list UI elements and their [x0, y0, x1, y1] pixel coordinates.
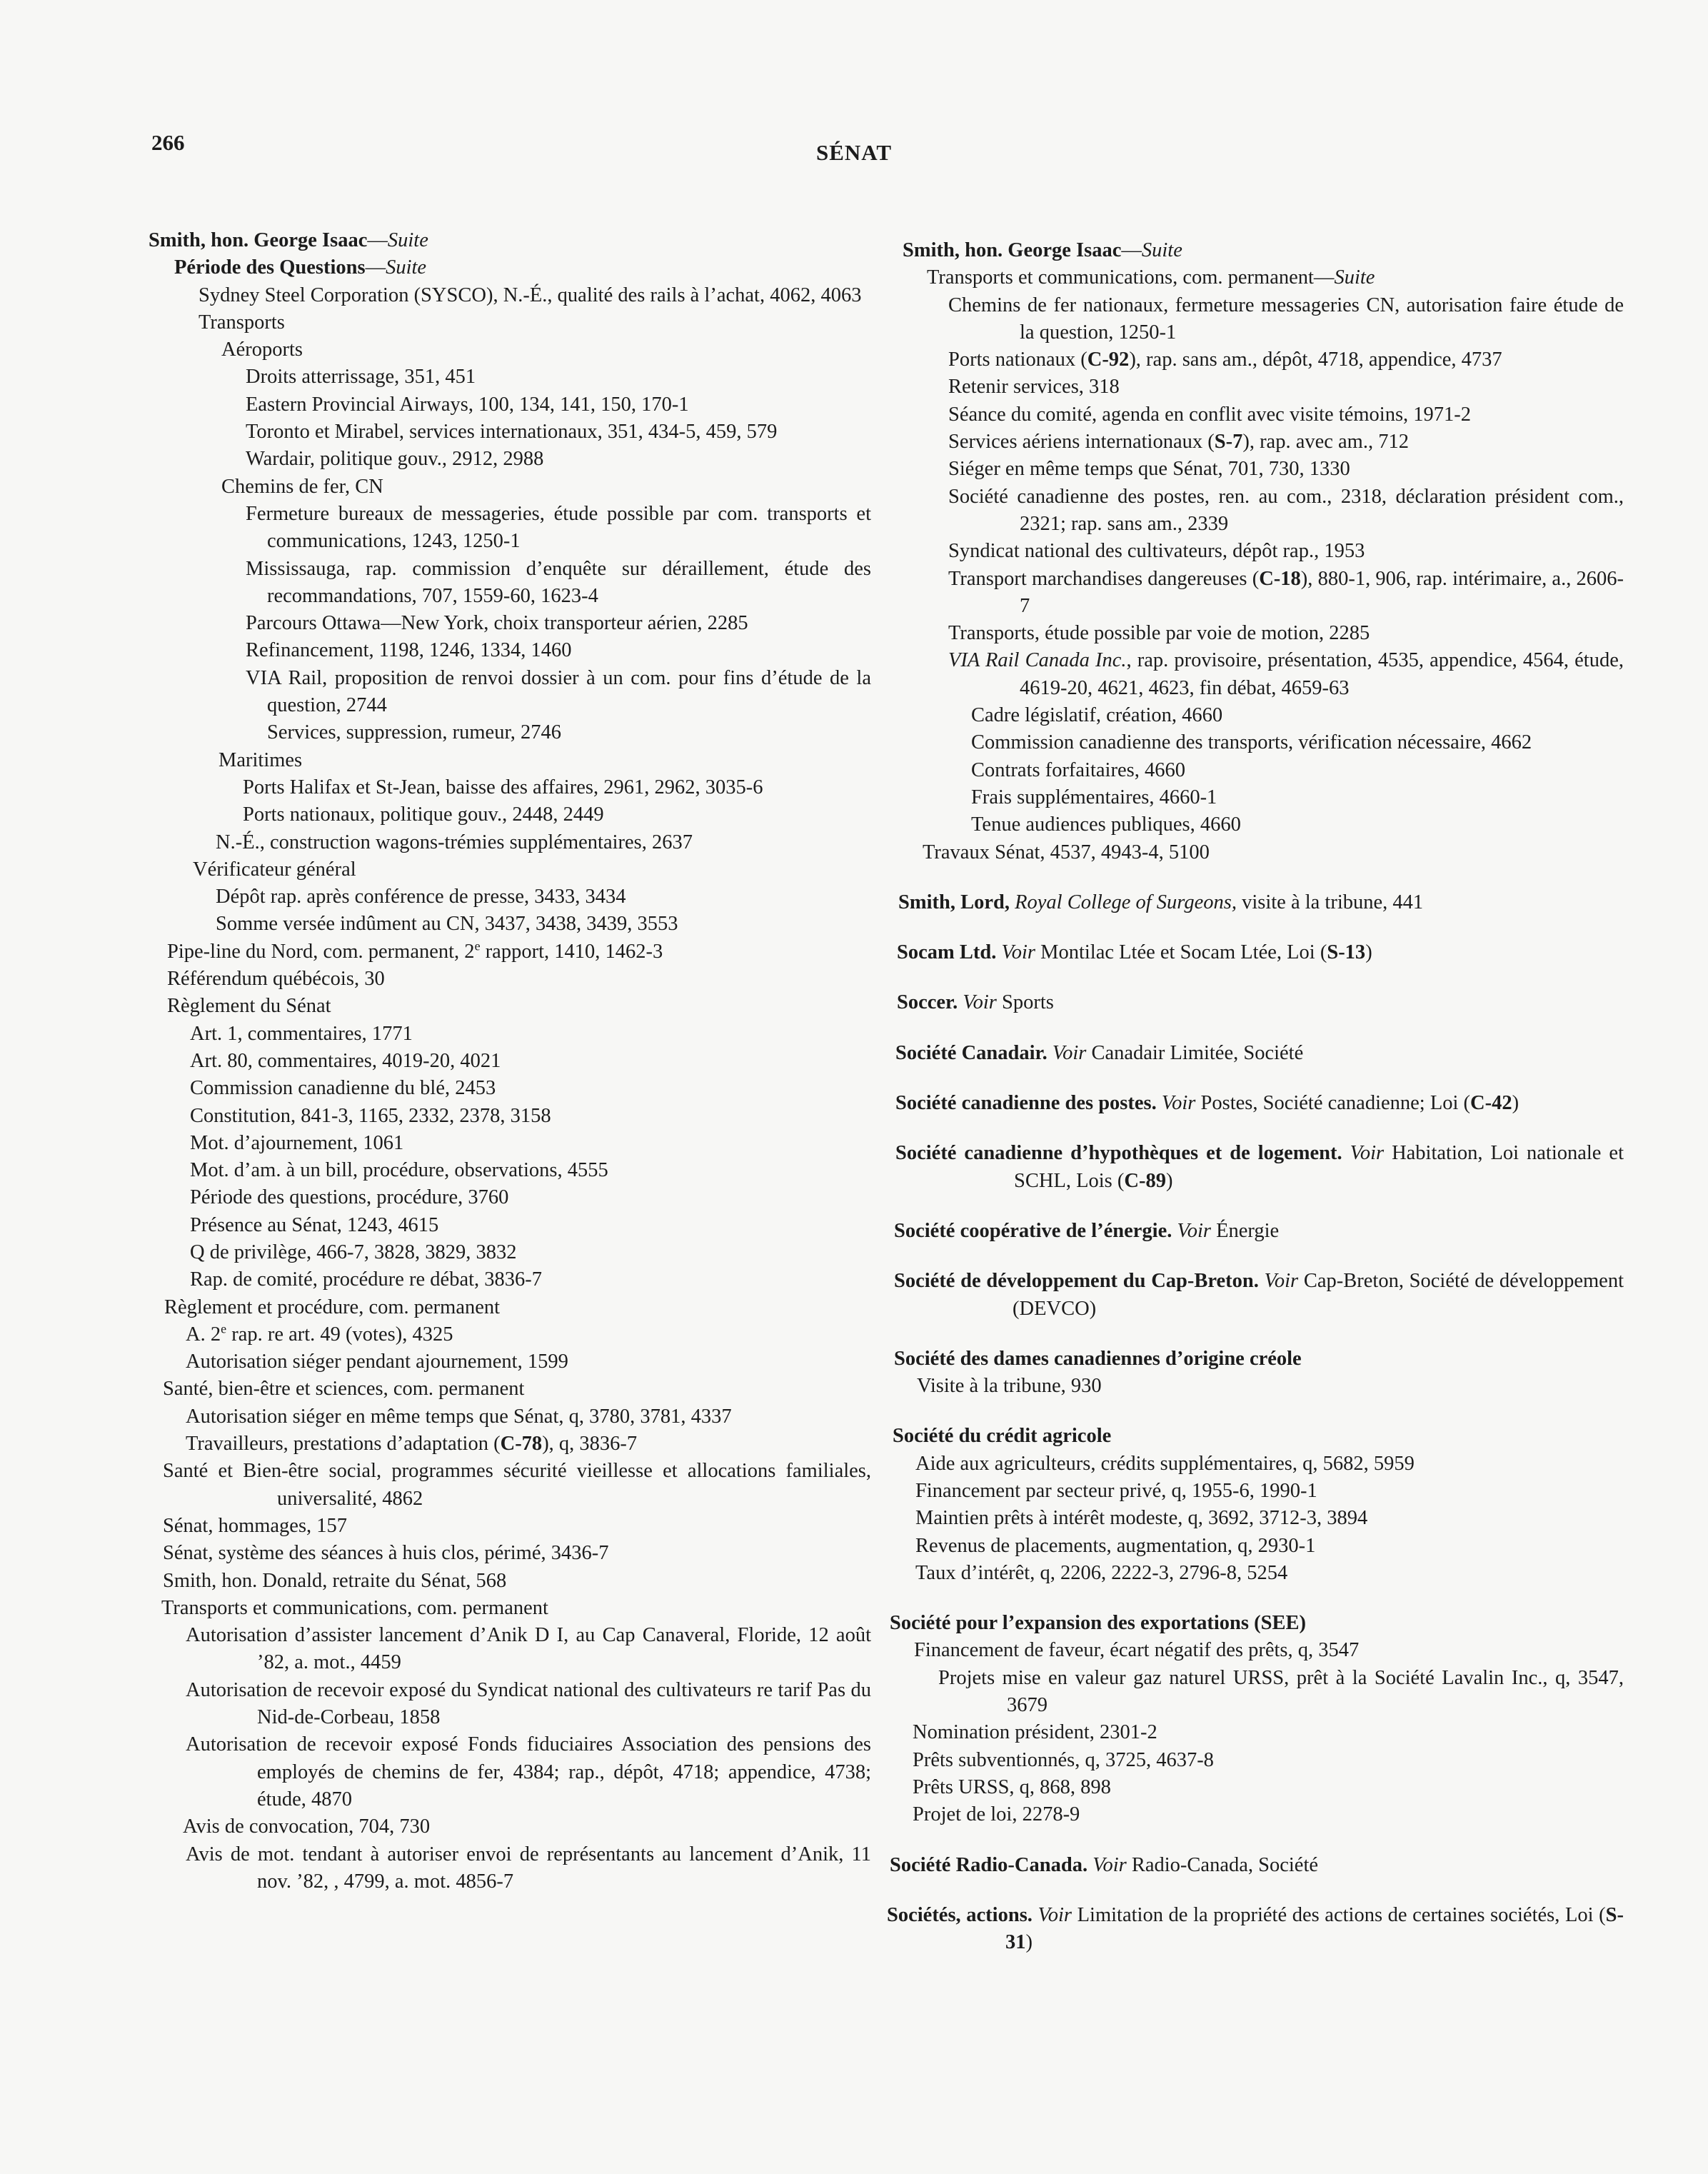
entry-text: Suite — [387, 229, 428, 251]
entry-text: Smith, hon. George Isaac — [903, 239, 1122, 261]
index-entry — [149, 665, 871, 720]
index-entry — [887, 1505, 1624, 1532]
index-entry — [887, 1610, 1624, 1637]
entry-text: Cadre législatif, création, 4660 — [971, 704, 1223, 727]
index-entry — [887, 939, 1624, 966]
entry-text: Maintien prêts à intérêt modeste, q, 3692, 3712-3, 3894 — [915, 1507, 1368, 1530]
entry-text: Siéger en même temps que Sénat, 701, 730, 1330 — [948, 458, 1350, 481]
entry-text: Tenue audiences publiques, 4660 — [971, 813, 1241, 836]
entry-text: ), rap. sans am., dépôt, 4718, appendice, 4737 — [1129, 349, 1502, 371]
entry-text: Services, suppression, rumeur, 2746 — [267, 721, 562, 744]
index-entry — [887, 1040, 1624, 1067]
entry-text: Montilac Ltée et Socam Ltée, Loi ( — [1035, 941, 1327, 964]
index-entry — [887, 484, 1624, 539]
entry-text: Transports, étude possible par voie de motion, 2285 — [948, 622, 1370, 645]
entry-text: Taux d’intérêt, q, 2206, 2222-3, 2796-8, 5254 — [915, 1561, 1288, 1584]
entry-text: Ports Halifax et St-Jean, baisse des affaires, 2961, 2962, 3035-6 — [243, 776, 763, 798]
entry-text: Limitation de la propriété des actions de certaines sociétés, Loi ( — [1072, 1903, 1606, 1926]
entry-text: Suite — [386, 256, 427, 279]
entry-text: Aide aux agriculteurs, crédits supplémentaires, q, 5682, 5959 — [915, 1452, 1415, 1475]
index-entry — [149, 1184, 871, 1211]
index-entry — [149, 1021, 871, 1048]
entry-text: Santé, bien-être et sciences, com. permanent — [163, 1378, 525, 1401]
index-entry — [149, 1157, 871, 1184]
index-entry — [149, 993, 871, 1020]
entry-text: Autorisation siéger pendant ajournement, 1599 — [186, 1351, 568, 1373]
entry-text: rap. re art. 49 (votes), 4325 — [226, 1323, 453, 1346]
index-entry — [149, 966, 871, 993]
index-entry — [149, 1813, 871, 1840]
index-entry — [149, 1622, 871, 1677]
entry-text: Retenir services, 318 — [948, 376, 1120, 399]
entry-text: C-18 — [1259, 567, 1301, 590]
entry-text: Refinancement, 1198, 1246, 1334, 1460 — [246, 639, 572, 662]
index-entry — [887, 1090, 1624, 1117]
index-entry — [887, 538, 1624, 565]
index-entry — [887, 401, 1624, 429]
entry-text: Socam Ltd. — [897, 941, 1002, 964]
index-entry — [887, 237, 1624, 264]
entry-text: Transports — [199, 311, 285, 334]
index-entry — [887, 1478, 1624, 1505]
index-entry — [887, 1801, 1624, 1828]
index-entry — [149, 1075, 871, 1102]
index-entry — [149, 1321, 871, 1348]
index-entry — [887, 1218, 1624, 1245]
entry-text: C-78 — [500, 1433, 543, 1456]
entry-text: Art. 1, commentaires, 1771 — [190, 1022, 413, 1045]
entry-text: Voir — [1264, 1270, 1299, 1293]
entry-text: Autorisation d’assister lancement d’Anik D I, au Cap Canaveral, Floride, 12 août ’82, a. mot., 4459 — [186, 1624, 871, 1674]
running-title: SÉNAT — [815, 140, 893, 165]
entry-text: Smith, hon. George Isaac — [149, 229, 368, 251]
entry-text: A. 2 — [186, 1323, 221, 1346]
index-entry — [149, 254, 871, 281]
entry-text: Maritimes — [218, 748, 303, 771]
entry-text: Postes, Société canadienne; Loi ( — [1195, 1092, 1471, 1115]
index-entry — [149, 856, 871, 883]
index-entry — [887, 1637, 1624, 1664]
index-entry — [887, 1533, 1624, 1560]
index-entry — [887, 1140, 1624, 1195]
index-entry — [149, 1376, 871, 1403]
entry-text: Règlement du Sénat — [167, 995, 331, 1018]
entry-text: e — [221, 1321, 227, 1336]
entry-text: Sports — [996, 991, 1054, 1014]
index-entry — [887, 811, 1624, 838]
entry-text: Mot. d’am. à un bill, procédure, observations, 4555 — [190, 1159, 608, 1182]
entry-text: Période des Questions — [174, 256, 366, 279]
entry-text: Voir — [1092, 1853, 1127, 1876]
index-entry — [887, 429, 1624, 456]
index-entry — [887, 456, 1624, 483]
index-entry — [149, 501, 871, 556]
entry-text: Présence au Sénat, 1243, 4615 — [190, 1213, 439, 1236]
entry-text: S-31 — [1005, 1903, 1624, 1954]
entry-text: Chemins de fer, CN — [221, 475, 383, 498]
entry-text: C-42 — [1470, 1092, 1512, 1115]
entry-text: Fermeture bureaux de messageries, étude possible par com. transports et communications, 1243, 1250-1 — [246, 502, 871, 553]
entry-text: Ports nationaux ( — [948, 349, 1087, 371]
index-entry — [149, 719, 871, 746]
entry-text: Voir — [1350, 1142, 1385, 1165]
entry-text: Commission canadienne du blé, 2453 — [190, 1077, 496, 1100]
entry-text: — — [365, 256, 386, 279]
entry-text: Séance du comité, agenda en conflit avec visite témoins, 1971-2 — [948, 403, 1472, 426]
entry-text: VIA Rail, proposition de renvoi dossier à un com. pour fins d’étude de la question, 2744 — [246, 666, 871, 717]
index-entry — [149, 364, 871, 391]
index-entry — [149, 1458, 871, 1513]
entry-text: Dépôt rap. après conférence de presse, 3433, 3434 — [216, 886, 626, 908]
index-entry — [149, 911, 871, 938]
entry-text: Eastern Provincial Airways, 100, 134, 141, 150, 170-1 — [246, 393, 689, 416]
entry-text: Prêts subventionnés, q, 3725, 4637-8 — [913, 1748, 1214, 1771]
entry-text: Art. 80, commentaires, 4019-20, 4021 — [190, 1049, 501, 1072]
index-entry — [149, 1266, 871, 1293]
index-entry — [149, 747, 871, 774]
index-entry — [149, 419, 871, 446]
entry-text: Constitution, 841-3, 1165, 2332, 2378, 3158 — [190, 1104, 551, 1127]
index-entry — [887, 647, 1624, 702]
index-entry — [149, 883, 871, 911]
entry-text: ) — [1025, 1931, 1033, 1954]
entry-text: Voir — [1052, 1041, 1087, 1064]
entry-text: Radio-Canada, Société — [1126, 1853, 1319, 1876]
index-entry — [887, 620, 1624, 647]
index-entry — [149, 1731, 871, 1813]
entry-text: Voir — [1038, 1903, 1072, 1926]
index-entry — [149, 1048, 871, 1075]
entry-text: Visite à la tribune, 930 — [917, 1375, 1102, 1398]
index-entry — [887, 1451, 1624, 1478]
entry-text: Société canadienne des postes. — [895, 1092, 1162, 1115]
index-entry — [887, 1852, 1624, 1879]
index-entry — [149, 1348, 871, 1376]
index-entry — [887, 374, 1624, 401]
entry-text: Royal College of Surgeons, — [1015, 891, 1237, 913]
entry-text: Contrats forfaitaires, 4660 — [971, 758, 1185, 781]
entry-text: Wardair, politique gouv., 2912, 2988 — [246, 448, 544, 471]
entry-text: Transports et communications, com. permanent— — [927, 266, 1335, 289]
entry-text: Sociétés, actions. — [887, 1903, 1038, 1926]
entry-text: Sénat, hommages, 157 — [163, 1514, 348, 1537]
index-entry — [887, 1747, 1624, 1774]
index-entry — [887, 702, 1624, 729]
index-entry — [887, 889, 1624, 916]
entry-text: Financement par secteur privé, q, 1955-6, 1990-1 — [915, 1479, 1317, 1502]
index-entry — [887, 1560, 1624, 1587]
index-entry — [887, 757, 1624, 784]
entry-text: Période des questions, procédure, 3760 — [190, 1186, 509, 1209]
entry-text: Transports et communications, com. permanent — [161, 1596, 548, 1619]
entry-text: Commission canadienne des transports, vérification nécessaire, 4662 — [971, 731, 1532, 754]
entry-text: Société canadienne des postes, ren. au com., 2318, déclaration président com., 2321; rap. sans am., 2339 — [948, 485, 1624, 535]
entry-text: Smith, hon. Donald, retraite du Sénat, 568 — [163, 1569, 507, 1592]
entry-text: Cap-Breton, Société de développement (DEVCO) — [1013, 1270, 1624, 1320]
entry-text: Travaux Sénat, 4537, 4943-4, 5100 — [923, 841, 1210, 863]
entry-text: Règlement et procédure, com. permanent — [164, 1296, 501, 1318]
index-entry — [887, 1423, 1624, 1450]
index-column-left — [149, 227, 871, 1895]
index-entry — [149, 336, 871, 364]
entry-text: visite à la tribune, 441 — [1236, 891, 1424, 913]
index-entry — [149, 282, 871, 309]
index-entry — [149, 774, 871, 801]
index-entry — [887, 729, 1624, 756]
entry-text: C-92 — [1087, 349, 1130, 371]
entry-text: Avis de mot. tendant à autoriser envoi de représentants au lancement d’Anik, 11 nov. ’82, , 4799, a. mot. 4856-7 — [186, 1843, 871, 1893]
entry-text: Santé et Bien-être social, programmes sécurité vieillesse et allocations familiales, universalité, 4862 — [163, 1460, 871, 1510]
entry-text: Voir — [963, 991, 997, 1014]
entry-text: Société Canadair. — [895, 1041, 1053, 1064]
entry-text: Rap. de comité, procédure re débat, 3836-7 — [190, 1268, 543, 1291]
entry-text: ) — [1165, 1169, 1173, 1192]
entry-text: ) — [1512, 1092, 1519, 1115]
index-entry — [149, 637, 871, 664]
index-entry — [149, 801, 871, 828]
index-entry — [887, 1665, 1624, 1720]
entry-text: Autorisation siéger en même temps que Sénat, q, 3780, 3781, 4337 — [186, 1405, 732, 1428]
index-entry — [887, 346, 1624, 374]
index-entry — [149, 391, 871, 419]
index-entry — [887, 989, 1624, 1016]
index-entry — [149, 227, 871, 254]
entry-text: Société coopérative de l’énergie. — [894, 1219, 1177, 1242]
entry-text: Mississauga, rap. commission d’enquête sur déraillement, étude des recommandations, 707, 1559-60, 1623-4 — [246, 557, 871, 607]
entry-text: Vérificateur général — [193, 858, 356, 881]
entry-text: rapport, 1410, 1462-3 — [480, 940, 663, 963]
entry-text: Sydney Steel Corporation (SYSCO), N.-É., qualité des rails à l’achat, 4062, 4063 — [199, 284, 862, 306]
entry-text: Mot. d’ajournement, 1061 — [190, 1131, 404, 1154]
entry-text: VIA Rail Canada Inc. — [948, 649, 1127, 672]
entry-text: Suite — [1334, 266, 1375, 289]
entry-text: Sénat, système des séances à huis clos, périmé, 3436-7 — [163, 1542, 609, 1565]
index-entry — [149, 446, 871, 473]
entry-text: Voir — [1161, 1092, 1196, 1115]
entry-text: — — [1121, 239, 1142, 261]
entry-text: Société Radio-Canada. — [890, 1853, 1093, 1876]
entry-text: ), q, 3836-7 — [542, 1433, 638, 1456]
index-entry — [887, 1902, 1624, 1957]
entry-text: Syndicat national des cultivateurs, dépôt rap., 1953 — [948, 540, 1365, 563]
entry-text: , rap. provisoire, présentation, 4535, appendice, 4564, étude, 4619-20, 4621, 4623, fin débat, 4659-63 — [1020, 649, 1624, 699]
index-entry — [149, 610, 871, 637]
index-entry — [149, 1431, 871, 1458]
index-entry — [149, 1841, 871, 1896]
index-entry — [887, 1774, 1624, 1801]
entry-text: Habitation, Loi nationale et SCHL, Lois ( — [1014, 1142, 1624, 1192]
entry-text: Autorisation de recevoir exposé Fonds fiduciaires Association des pensions des employés de chemins de fer, 4384; rap., dépôt, 4718; appendice, 4738; étude, 4870 — [186, 1733, 871, 1810]
index-entry — [887, 1719, 1624, 1746]
entry-text: Somme versée indûment au CN, 3437, 3438, 3439, 3553 — [216, 913, 678, 936]
entry-text: Revenus de placements, augmentation, q, 2930-1 — [915, 1534, 1316, 1557]
index-entry — [149, 1568, 871, 1595]
index-entry — [149, 1239, 871, 1266]
index-entry — [887, 566, 1624, 621]
entry-text: Société du crédit agricole — [893, 1425, 1112, 1448]
index-entry — [149, 829, 871, 856]
entry-text: Avis de convocation, 704, 730 — [183, 1815, 431, 1838]
entry-text: ), rap. avec am., 712 — [1242, 431, 1409, 454]
entry-text: Suite — [1141, 239, 1182, 261]
entry-text: S-7 — [1214, 431, 1243, 454]
index-entry — [149, 1595, 871, 1622]
index-entry — [887, 784, 1624, 811]
entry-text: Toronto et Mirabel, services internationaux, 351, 434-5, 459, 579 — [246, 421, 778, 444]
entry-text: S-13 — [1327, 941, 1366, 964]
entry-text: Prêts URSS, q, 868, 898 — [913, 1775, 1111, 1798]
entry-text: Canadair Limitée, Société — [1086, 1041, 1304, 1064]
index-entry — [887, 1268, 1624, 1323]
entry-text: — — [367, 229, 388, 251]
page-number: 266 — [151, 130, 185, 155]
entry-text: Voir — [1001, 941, 1035, 964]
entry-text: Projets mise en valeur gaz naturel URSS, prêt à la Société Lavalin Inc., q, 3547, 3679 — [938, 1666, 1624, 1717]
index-column-right — [887, 237, 1624, 1956]
entry-text: Parcours Ottawa—New York, choix transporteur aérien, 2285 — [246, 612, 748, 635]
index-entry — [887, 1373, 1624, 1400]
index-entry — [149, 556, 871, 611]
index-entry — [887, 264, 1624, 291]
entry-text: Société pour l’expansion des exportations (SEE) — [890, 1612, 1306, 1635]
index-entry — [149, 1103, 871, 1130]
index-entry — [149, 1540, 871, 1567]
entry-text: Société canadienne d’hypothèques et de logement. — [895, 1142, 1350, 1165]
entry-text: Aéroports — [221, 339, 303, 361]
index-entry — [149, 1513, 871, 1540]
index-entry — [887, 1346, 1624, 1373]
entry-text: Chemins de fer nationaux, fermeture messageries CN, autorisation faire étude de la question, 1250-1 — [948, 294, 1624, 344]
index-entry — [887, 839, 1624, 866]
entry-text: Q de privilège, 466-7, 3828, 3829, 3832 — [190, 1241, 517, 1263]
entry-text: Nomination président, 2301-2 — [913, 1721, 1157, 1744]
entry-text: Travailleurs, prestations d’adaptation ( — [186, 1433, 501, 1456]
entry-text: N.-É., construction wagons-trémies supplémentaires, 2637 — [216, 831, 693, 853]
index-entry — [149, 1130, 871, 1157]
entry-text: Soccer. — [897, 991, 963, 1014]
index-entry — [149, 1212, 871, 1239]
entry-text: ), 880-1, 906, rap. intérimaire, a., 2606-7 — [1020, 567, 1624, 617]
entry-text: Services aériens internationaux ( — [948, 431, 1215, 454]
entry-text: ) — [1365, 941, 1372, 964]
index-entry — [149, 938, 871, 966]
entry-text: Référendum québécois, 30 — [167, 968, 385, 991]
entry-text: Frais supplémentaires, 4660-1 — [971, 786, 1217, 808]
index-entry — [149, 1294, 871, 1321]
entry-text: Transport marchandises dangereuses ( — [948, 567, 1260, 590]
entry-text: Pipe-line du Nord, com. permanent, 2 — [167, 940, 475, 963]
entry-text: e — [474, 938, 481, 953]
index-entry — [149, 1403, 871, 1431]
entry-text: Société des dames canadiennes d’origine créole — [894, 1347, 1302, 1370]
entry-text: Ports nationaux, politique gouv., 2448, 2449 — [243, 803, 604, 826]
entry-text: C-89 — [1124, 1169, 1166, 1192]
entry-text: Projet de loi, 2278-9 — [913, 1803, 1080, 1826]
index-entry — [149, 474, 871, 501]
entry-text: Smith, Lord, — [898, 891, 1015, 913]
entry-text: Société de développement du Cap-Breton. — [894, 1270, 1265, 1293]
entry-text: Financement de faveur, écart négatif des prêts, q, 3547 — [914, 1639, 1360, 1662]
index-entry — [149, 1677, 871, 1732]
index-entry — [149, 309, 871, 336]
entry-text: Autorisation de recevoir exposé du Syndicat national des cultivateurs re tarif Pas du Nid-de-Corbeau, 1858 — [186, 1678, 871, 1729]
entry-text: Énergie — [1210, 1219, 1280, 1242]
entry-text: Voir — [1177, 1219, 1211, 1242]
index-entry — [887, 292, 1624, 347]
entry-text: Droits atterrissage, 351, 451 — [246, 366, 476, 389]
